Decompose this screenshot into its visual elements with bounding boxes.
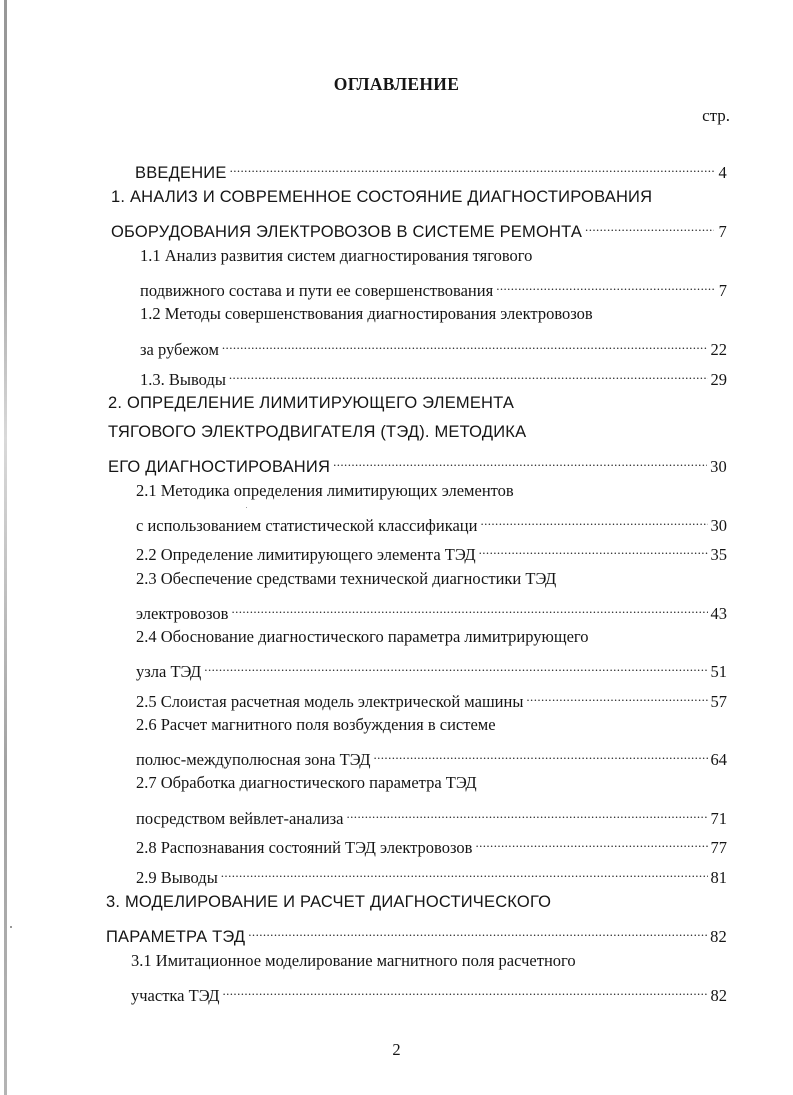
- toc-dot-leader: [496, 274, 714, 296]
- toc-entry-page: 22: [710, 340, 727, 359]
- toc-entry-page: 30: [710, 457, 727, 476]
- toc-entry-page: 77: [710, 838, 727, 857]
- toc-dot-leader: [373, 743, 707, 765]
- toc-entry-page: 43: [710, 604, 727, 623]
- toc-entry-text: за рубежом: [140, 340, 219, 359]
- toc-entry-text: 1. АНАЛИЗ И СОВРЕМЕННОЕ СОСТОЯНИЕ ДИАГНОСТИРОВАНИЯ: [111, 188, 653, 206]
- toc-entry-page: 81: [710, 868, 727, 887]
- toc-entry-text: ТЯГОВОГО ЭЛЕКТРОДВИГАТЕЛЯ (ТЭД). МЕТОДИКА: [108, 423, 527, 441]
- toc-entry-text: участка ТЭД: [131, 986, 220, 1005]
- toc-entry-text: узла ТЭД: [136, 662, 202, 681]
- toc-entry[interactable]: [136, 626, 589, 648]
- toc-entry-text: 2.7 Обработка диагностического параметра ТЭД: [136, 773, 477, 792]
- toc-entry[interactable]: [106, 891, 551, 913]
- page-number: 2: [392, 1040, 401, 1059]
- scan-speck: [10, 926, 12, 928]
- toc-entry[interactable]: [136, 568, 556, 590]
- toc-entry-text: подвижного состава и пути ее совершенствования: [140, 281, 494, 300]
- toc-entry[interactable]: [136, 538, 727, 564]
- toc-entry[interactable]: [136, 772, 477, 794]
- toc-entry[interactable]: [111, 186, 652, 208]
- toc-entry-text: ОБОРУДОВАНИЯ ЭЛЕКТРОВОЗОВ В СИСТЕМЕ РЕМОНТА: [111, 223, 583, 241]
- toc-dot-leader: [475, 831, 707, 853]
- toc-dot-leader: [222, 333, 708, 355]
- toc-dot-leader: [231, 597, 707, 619]
- toc-entry-text: 1.2 Методы совершенствования диагностирования электровозов: [140, 304, 593, 323]
- toc-entry[interactable]: [136, 743, 727, 769]
- toc-entry[interactable]: [140, 245, 532, 267]
- toc-entry-page: 64: [710, 750, 727, 769]
- toc-dot-leader: [221, 861, 708, 883]
- toc-entry-text: ВВЕДЕНИЕ: [135, 164, 227, 182]
- toc-entry[interactable]: [136, 802, 727, 828]
- toc-dot-leader: [230, 156, 714, 178]
- toc-dot-leader: [204, 655, 707, 677]
- toc-dot-leader: [526, 685, 707, 707]
- toc-entry[interactable]: [108, 392, 514, 414]
- toc-entry-page: 71: [710, 809, 727, 828]
- toc-entry[interactable]: [136, 714, 496, 736]
- toc-entry[interactable]: [136, 861, 727, 887]
- page-column-label: стр.: [702, 106, 730, 125]
- toc-dot-leader: [585, 215, 714, 237]
- toc-entry-text: ЕГО ДИАГНОСТИРОВАНИЯ: [108, 458, 331, 476]
- toc-entry[interactable]: [135, 156, 727, 182]
- toc-entry-text: 2.4 Обоснование диагностического параметра лимитрирующего: [136, 627, 589, 646]
- toc-entry-text: 2.6 Расчет магнитного поля возбуждения в системе: [136, 715, 496, 734]
- toc-entry-page: 82: [710, 986, 727, 1005]
- toc-entry-text: 2.2 Определение лимитирующего элемента ТЭД: [136, 545, 476, 564]
- toc-entry-text: 1.1 Анализ развития систем диагностирования тягового: [140, 246, 533, 265]
- toc-entry-text: ПАРАМЕТРА ТЭД: [106, 928, 246, 946]
- toc-entry-page: 57: [710, 692, 727, 711]
- toc-entry-text: 2.5 Слоистая расчетная модель электрической машины: [136, 692, 524, 711]
- toc-entry[interactable]: [136, 509, 727, 535]
- toc-entry-text: 2.9 Выводы: [136, 868, 218, 887]
- toc-entry-page: 7: [718, 222, 727, 241]
- toc-entry-page: 4: [718, 163, 727, 182]
- toc-dot-leader: [480, 509, 707, 531]
- toc-dot-leader: [333, 450, 707, 472]
- toc-entry-text: 3.1 Имитационное моделирование магнитного поля расчетного: [131, 951, 576, 970]
- toc-entry[interactable]: [140, 363, 727, 389]
- toc-entry[interactable]: [140, 303, 593, 325]
- toc-dot-leader: [479, 538, 708, 560]
- toc-dot-leader: [222, 979, 707, 1001]
- toc-entry[interactable]: [140, 333, 727, 359]
- scan-left-border: [4, 0, 7, 1095]
- toc-entry-page: 82: [710, 927, 727, 946]
- toc-entry[interactable]: [136, 655, 727, 681]
- toc-entry-text: 3. МОДЕЛИРОВАНИЕ И РАСЧЕТ ДИАГНОСТИЧЕСКОГО: [106, 893, 552, 911]
- toc-entry-text: с использованием статистической классификаци: [136, 516, 478, 535]
- toc-entry-text: полюс-междуполюсная зона ТЭД: [136, 750, 371, 769]
- toc-entry-text: 2.1 Методика определения лимитирующих элементов: [136, 481, 514, 500]
- toc-entry-page: 30: [710, 516, 727, 535]
- toc-entry[interactable]: [108, 450, 727, 476]
- toc-entry-text: 2.3 Обеспечение средствами технической диагностики ТЭД: [136, 569, 557, 588]
- toc-dot-leader: [248, 920, 707, 942]
- toc-title: ОГЛАВЛЕНИЕ: [333, 74, 460, 94]
- toc-entry-text: 1.3. Выводы: [140, 370, 226, 389]
- toc-entry[interactable]: [111, 215, 727, 241]
- toc-entry[interactable]: [136, 480, 514, 502]
- toc-entry-text: посредством вейвлет-анализа: [136, 809, 344, 828]
- toc-entry[interactable]: [131, 979, 727, 1005]
- toc-entry-text: электровозов: [136, 604, 229, 623]
- toc-entry-page: 51: [710, 662, 727, 681]
- toc-entry-text: 2.8 Распознавания состояний ТЭД электровозов: [136, 838, 473, 857]
- toc-entry-text: 2. ОПРЕДЕЛЕНИЕ ЛИМИТИРУЮЩЕГО ЭЛЕМЕНТА: [108, 394, 515, 412]
- toc-entry[interactable]: [108, 421, 526, 443]
- toc-entry-page: 7: [718, 281, 727, 300]
- toc-entry[interactable]: [131, 950, 576, 972]
- toc-dot-leader: [347, 802, 708, 824]
- toc-entry-page: 35: [710, 545, 727, 564]
- toc-entry[interactable]: [136, 685, 727, 711]
- toc-entry[interactable]: [136, 597, 727, 623]
- toc-entry[interactable]: [106, 920, 727, 946]
- toc-dot-leader: [229, 363, 708, 385]
- scan-speck: [246, 507, 247, 508]
- toc-entry-page: 29: [710, 370, 727, 389]
- toc-entry[interactable]: [136, 831, 727, 857]
- toc-entry[interactable]: [140, 274, 727, 300]
